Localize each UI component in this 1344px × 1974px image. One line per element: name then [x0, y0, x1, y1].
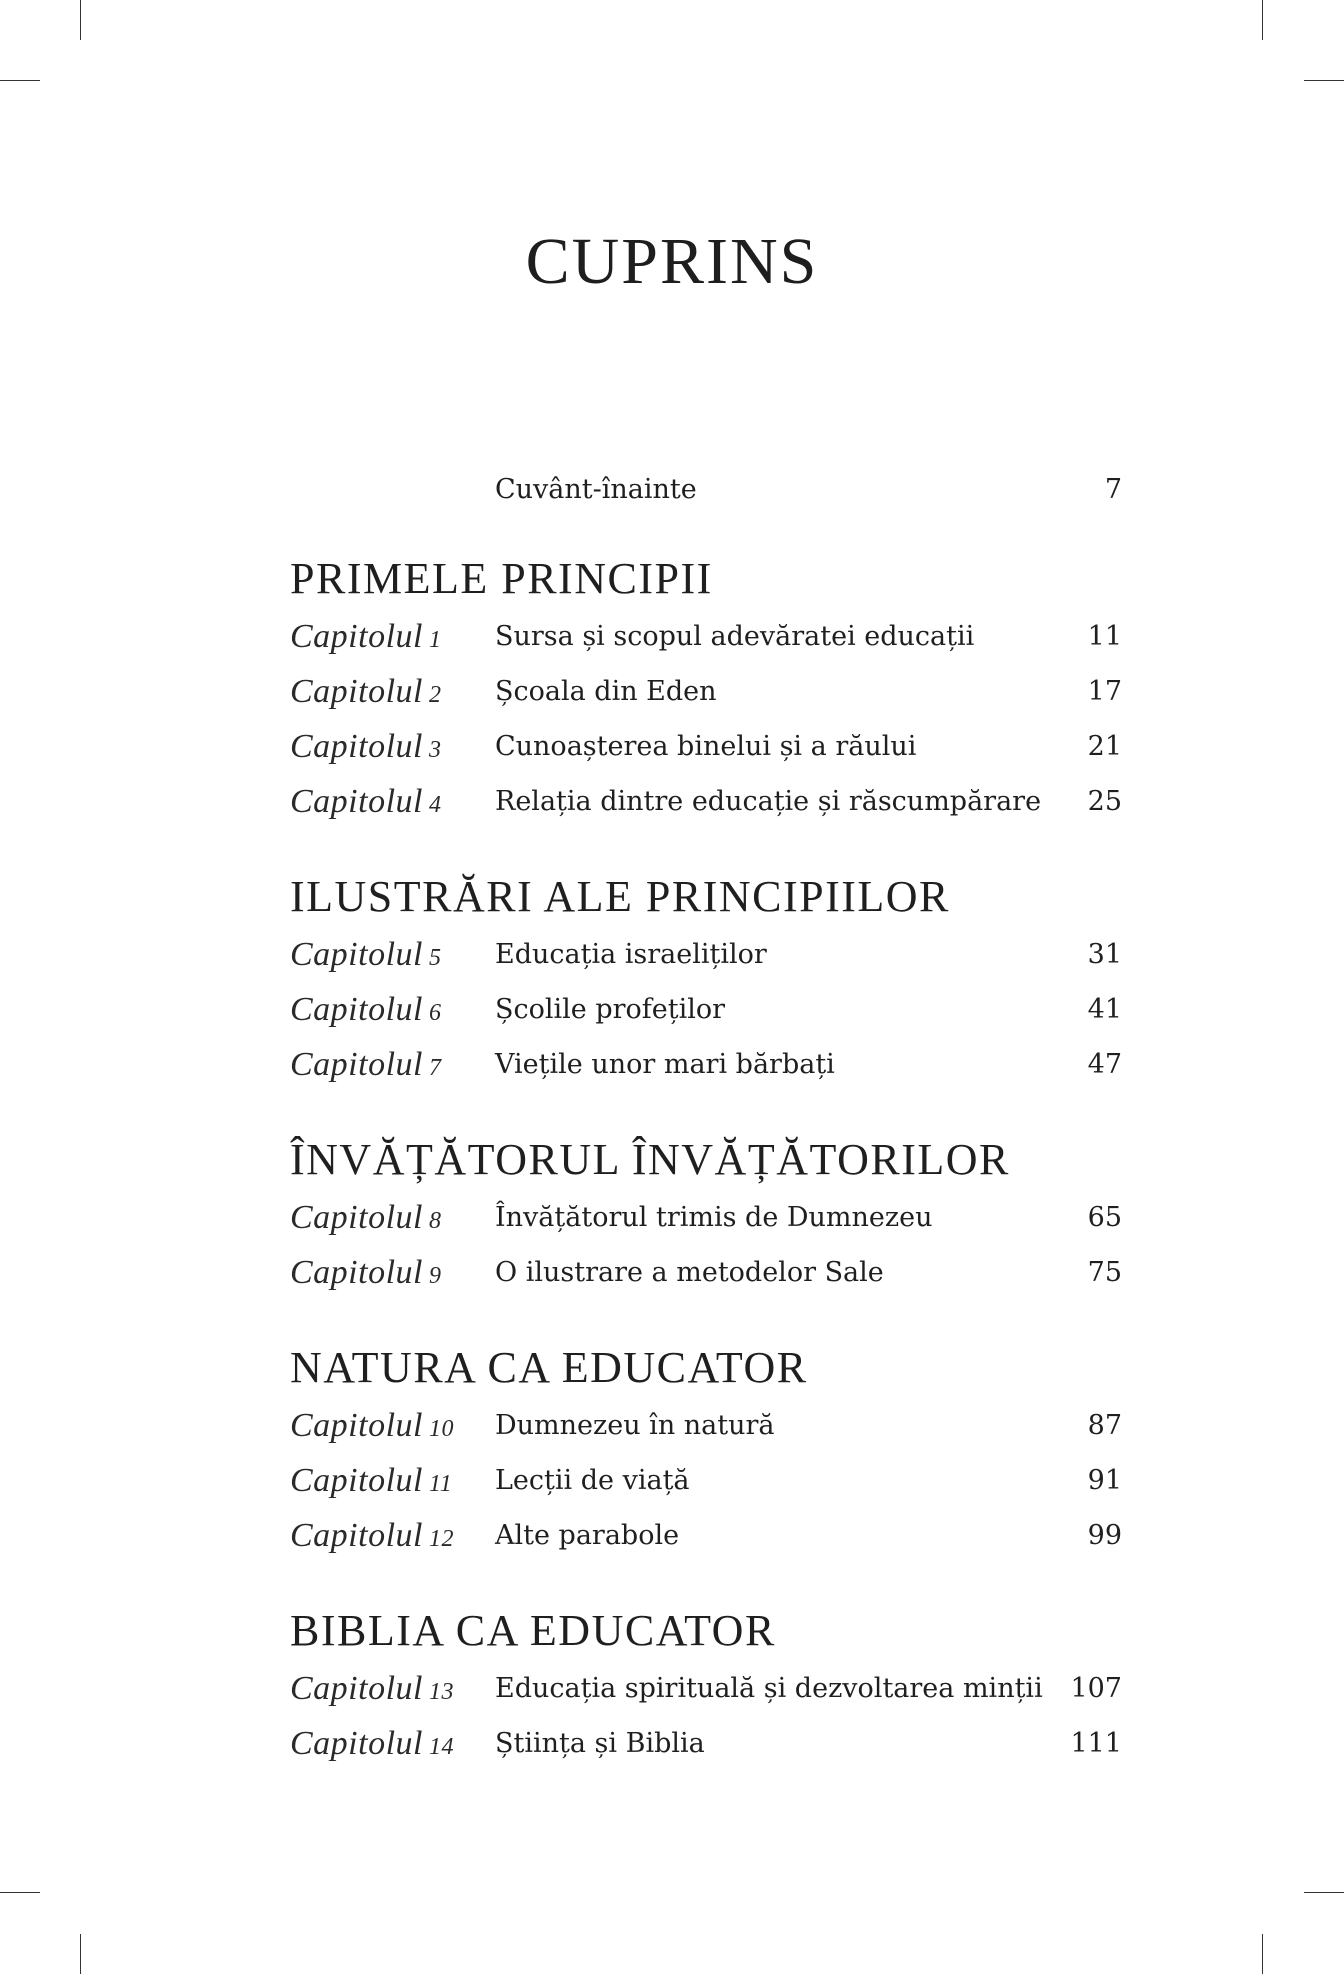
chapter-label	[290, 1398, 490, 1457]
chapter-page-number: 21	[1087, 731, 1122, 762]
crop-mark-top-left-h	[0, 80, 40, 81]
toc-chapter-row[interactable]	[290, 1453, 1122, 1508]
chapter-page-number: 75	[1087, 1257, 1122, 1288]
chapter-page-number: 25	[1087, 786, 1122, 817]
chapter-label-word: Capitolul	[290, 728, 423, 765]
chapter-title: Dumnezeu în natură	[495, 1410, 775, 1441]
chapter-label	[290, 1037, 490, 1096]
chapter-page-number: 87	[1087, 1410, 1122, 1441]
section-heading: BIBLIA CA EDUCATOR	[290, 1606, 776, 1655]
chapter-title: Știința și Biblia	[495, 1728, 705, 1759]
chapter-label-word: Capitolul	[290, 783, 423, 820]
toc-chapter-row[interactable]	[290, 774, 1122, 829]
crop-mark-bottom-right-h	[1304, 1892, 1344, 1893]
toc-chapter-row[interactable]	[290, 1716, 1122, 1771]
chapter-page-number: 31	[1087, 939, 1122, 970]
chapter-title: Educația spirituală și dezvoltarea minții	[495, 1673, 1043, 1704]
chapter-page-number: 65	[1087, 1202, 1122, 1233]
chapter-label-word: Capitolul	[290, 936, 423, 973]
chapter-label-word: Capitolul	[290, 1046, 423, 1083]
toc-chapter-row[interactable]	[290, 1508, 1122, 1563]
chapter-label-word: Capitolul	[290, 1254, 423, 1291]
toc-sections	[290, 549, 1122, 1771]
chapter-number: 14	[428, 1734, 454, 1760]
chapter-label	[290, 982, 490, 1041]
chapter-title: Alte parabole	[495, 1520, 680, 1551]
page-title: CUPRINS	[525, 225, 819, 298]
chapter-label	[290, 1508, 490, 1567]
crop-mark-bottom-left	[80, 1934, 81, 1974]
crop-mark-top-right-h	[1304, 80, 1344, 81]
chapter-label	[290, 664, 490, 723]
toc-preface-text: Cuvânt-înainte	[495, 474, 697, 505]
crop-mark-bottom-right	[1262, 1934, 1263, 1974]
section-heading: ÎNVĂȚĂTORUL ÎNVĂȚĂTORILOR	[290, 1135, 1010, 1184]
chapter-number: 11	[428, 1471, 453, 1497]
toc-section	[290, 1601, 1122, 1771]
chapter-label	[290, 1716, 490, 1775]
chapter-title: Lecții de viață	[495, 1465, 690, 1496]
chapter-label	[290, 774, 490, 833]
toc-preface-page: 7	[1104, 474, 1122, 505]
chapter-label	[290, 1453, 490, 1512]
chapter-title: Viețile unor mari bărbați	[495, 1049, 835, 1080]
toc-chapter-row[interactable]	[290, 609, 1122, 664]
chapter-title: Școlile profeților	[495, 994, 726, 1025]
toc-chapter-row[interactable]	[290, 927, 1122, 982]
chapter-label	[290, 609, 490, 668]
chapter-label	[290, 1245, 490, 1304]
chapter-label-word: Capitolul	[290, 1725, 423, 1762]
toc-section	[290, 1338, 1122, 1563]
chapter-title: Educația israeliților	[495, 939, 767, 970]
crop-mark-top-left	[80, 0, 81, 40]
chapter-page-number: 41	[1087, 994, 1122, 1025]
chapter-page-number: 47	[1087, 1049, 1122, 1080]
toc-chapter-row[interactable]	[290, 664, 1122, 719]
toc-chapter-row[interactable]	[290, 1190, 1122, 1245]
crop-mark-bottom-left-h	[0, 1892, 40, 1893]
table-of-contents	[290, 462, 1122, 1809]
chapter-number: 4	[428, 792, 442, 818]
section-heading: NATURA CA EDUCATOR	[290, 1343, 808, 1392]
chapter-title: O ilustrare a metodelor Sale	[495, 1257, 884, 1288]
section-heading: PRIMELE PRINCIPII	[290, 554, 713, 603]
chapter-number: 1	[428, 627, 442, 653]
chapter-label-word: Capitolul	[290, 673, 423, 710]
chapter-page-number: 111	[1070, 1728, 1122, 1759]
chapter-label	[290, 1190, 490, 1249]
chapter-label-word: Capitolul	[290, 1199, 423, 1236]
toc-preface-row[interactable]	[290, 462, 1122, 517]
chapter-title: Cunoașterea binelui și a răului	[495, 731, 917, 762]
toc-section	[290, 549, 1122, 829]
chapter-label-word: Capitolul	[290, 1407, 423, 1444]
chapter-number: 2	[428, 682, 442, 708]
chapter-page-number: 99	[1087, 1520, 1122, 1551]
chapter-title: Școala din Eden	[495, 676, 717, 707]
chapter-label-word: Capitolul	[290, 1517, 423, 1554]
chapter-label	[290, 1661, 490, 1720]
chapter-number: 10	[428, 1416, 454, 1442]
chapter-number: 13	[428, 1679, 454, 1705]
toc-section	[290, 867, 1122, 1092]
chapter-title: Sursa și scopul adevăratei educații	[495, 621, 975, 652]
crop-mark-top-right	[1262, 0, 1263, 40]
chapter-page-number: 91	[1087, 1465, 1122, 1496]
chapter-page-number: 17	[1087, 676, 1122, 707]
toc-chapter-row[interactable]	[290, 982, 1122, 1037]
chapter-page-number: 107	[1070, 1673, 1122, 1704]
chapter-number: 6	[428, 1000, 442, 1026]
toc-section	[290, 1130, 1122, 1300]
chapter-number: 7	[428, 1055, 442, 1081]
toc-chapter-row[interactable]	[290, 719, 1122, 774]
chapter-label-word: Capitolul	[290, 1462, 423, 1499]
chapter-number: 9	[428, 1263, 442, 1289]
chapter-number: 3	[428, 737, 442, 763]
chapter-number: 12	[428, 1526, 454, 1552]
chapter-label	[290, 927, 490, 986]
chapter-number: 5	[428, 945, 442, 971]
chapter-title: Învățătorul trimis de Dumnezeu	[495, 1202, 933, 1233]
toc-chapter-row[interactable]	[290, 1037, 1122, 1092]
section-heading: ILUSTRĂRI ALE PRINCIPIILOR	[290, 872, 950, 921]
chapter-label-word: Capitolul	[290, 991, 423, 1028]
toc-chapter-row[interactable]	[290, 1398, 1122, 1453]
chapter-title: Relația dintre educație și răscumpărare	[495, 786, 1042, 817]
chapter-label	[290, 719, 490, 778]
toc-chapter-row[interactable]	[290, 1245, 1122, 1300]
chapter-label-word: Capitolul	[290, 1670, 423, 1707]
chapter-number: 8	[428, 1208, 442, 1234]
chapter-page-number: 11	[1087, 621, 1122, 652]
toc-chapter-row[interactable]	[290, 1661, 1122, 1716]
chapter-label-word: Capitolul	[290, 618, 423, 655]
